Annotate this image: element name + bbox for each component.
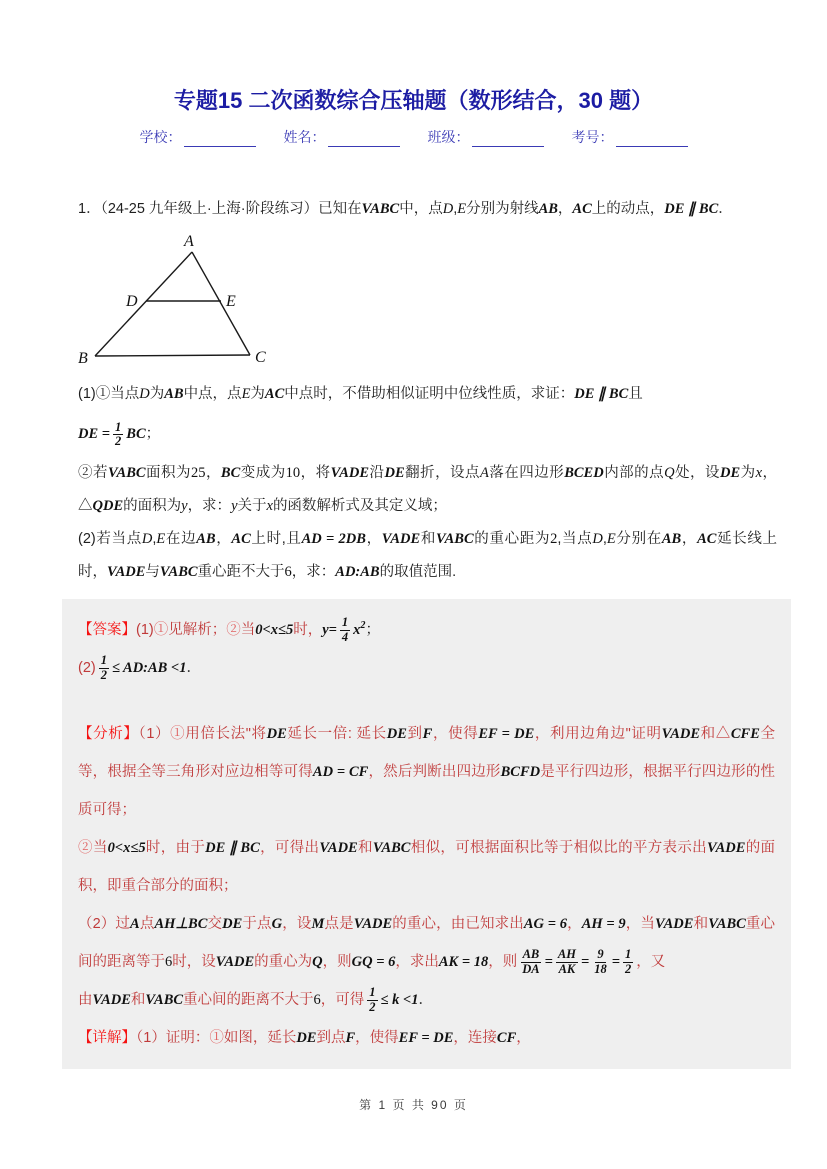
class-field (428, 127, 544, 147)
point-label-E: E (226, 293, 236, 310)
side-AC (192, 252, 250, 355)
analysis-paragraph-1: 【分析】（1）①用倍长法"将DE延长一倍: 延长DE到F，使得EF = DE，利用边角边"证明VADE和△CFE全等，根据全等三角形对应边相等可得AD = CF，然后判断出四边形BCFD是平行四边形，根据平行四边形的性质可得； (78, 725, 776, 818)
question-1-part1: (1)①当点D为AB中点，点E为AC中点时，不借助相似证明中位线性质，求证：DE ∥ BC且 (78, 386, 643, 402)
answer-analysis-block (62, 599, 791, 1069)
name-blank-line (328, 131, 400, 147)
question-1-formula: DE = $\frac{1}{2}$ BC； (78, 419, 161, 448)
spacer (78, 687, 775, 715)
class-blank-line (472, 131, 544, 147)
vertex-label-B: B (78, 350, 88, 367)
vertex-label-A: A (184, 233, 194, 250)
exam-no-blank-line (616, 131, 688, 147)
side-AB (95, 252, 192, 356)
school-blank-line (184, 131, 256, 147)
side-BC (95, 355, 250, 356)
analysis-paragraph-4: 由VADE和VABC重心间的距离不大于6，可得 $\frac{1}{2}$ ≤ k <1． (78, 985, 434, 1014)
question-2: (2)若当点D,E在边AB，AC上时,且AD = 2DB，VADE和VABC的重心距为2,当点D,E分别在AB，AC延长线上时，VADE与VABC重心距不大于6，求：AD:AB的取值范围. (78, 531, 778, 580)
question-1-part2: ②若VABC面积为25，BC变成为10，将VADE沿DE翻折，设点A落在四边形BCED内部的点Q处，设DE为x，△QDE的面积为y，求：y关于x的函数解析式及其定义域； (78, 465, 778, 514)
header-fields (0, 127, 827, 147)
page-title: 专题15 二次函数综合压轴题（数形结合，30 题） (173, 88, 654, 113)
class-label: 班级： (427, 129, 470, 145)
name-field (284, 127, 400, 147)
problem-content (78, 193, 777, 1069)
name-label: 姓名： (283, 129, 326, 145)
school-label: 学校： (139, 129, 182, 145)
detail-line: 【详解】（1）证明：①如图，延长DE到点F，使得EF = DE，连接CF， (78, 1029, 531, 1046)
triangle-figure (74, 230, 777, 376)
vertex-label-C: C (255, 349, 266, 366)
problem-statement-line: 1．（24-25 九年级上·上海·阶段练习）已知在VABC中，点D,E分别为射线AB，AC上的动点，DE ∥ BC． (78, 201, 733, 217)
answer-line-1: 【答案】(1)①见解析；②当0<x≤5时，y= $\frac{1}{4}$ $x^2$； (78, 615, 380, 644)
answer-line-2: (2) $\frac{1}{2}$ ≤ AD:AB <1． (78, 653, 201, 682)
school-field (140, 127, 256, 147)
triangle-svg (74, 230, 284, 372)
page-number-footer: 第 1 页 共 90 页 (359, 1098, 468, 1112)
analysis-paragraph-2: ②当0<x≤5时，由于DE ∥ BC，可得出VADE和VABC相似，可根据面积比等于相似比的平方表示出VADE的面积，即重合部分的面积； (78, 839, 776, 894)
analysis-paragraph-3: （2）过A点AH⊥BC交DE于点G，设M点是VADE的重心，由已知求出AG = 6，AH = 9，当VADE和VABC重心间的距离等于6时，设VADE的重心为Q，则GQ = 6，求出AK = 18，则 $\frac{AB}{DA}$ = $\frac{AH}{AK}$ = $\frac{9}{18}$ = $\frac{1}{2}$ ，又 (78, 915, 776, 976)
exam-no-label: 考号： (571, 129, 614, 145)
exam-no-field (572, 127, 688, 147)
point-label-D: D (126, 293, 138, 310)
